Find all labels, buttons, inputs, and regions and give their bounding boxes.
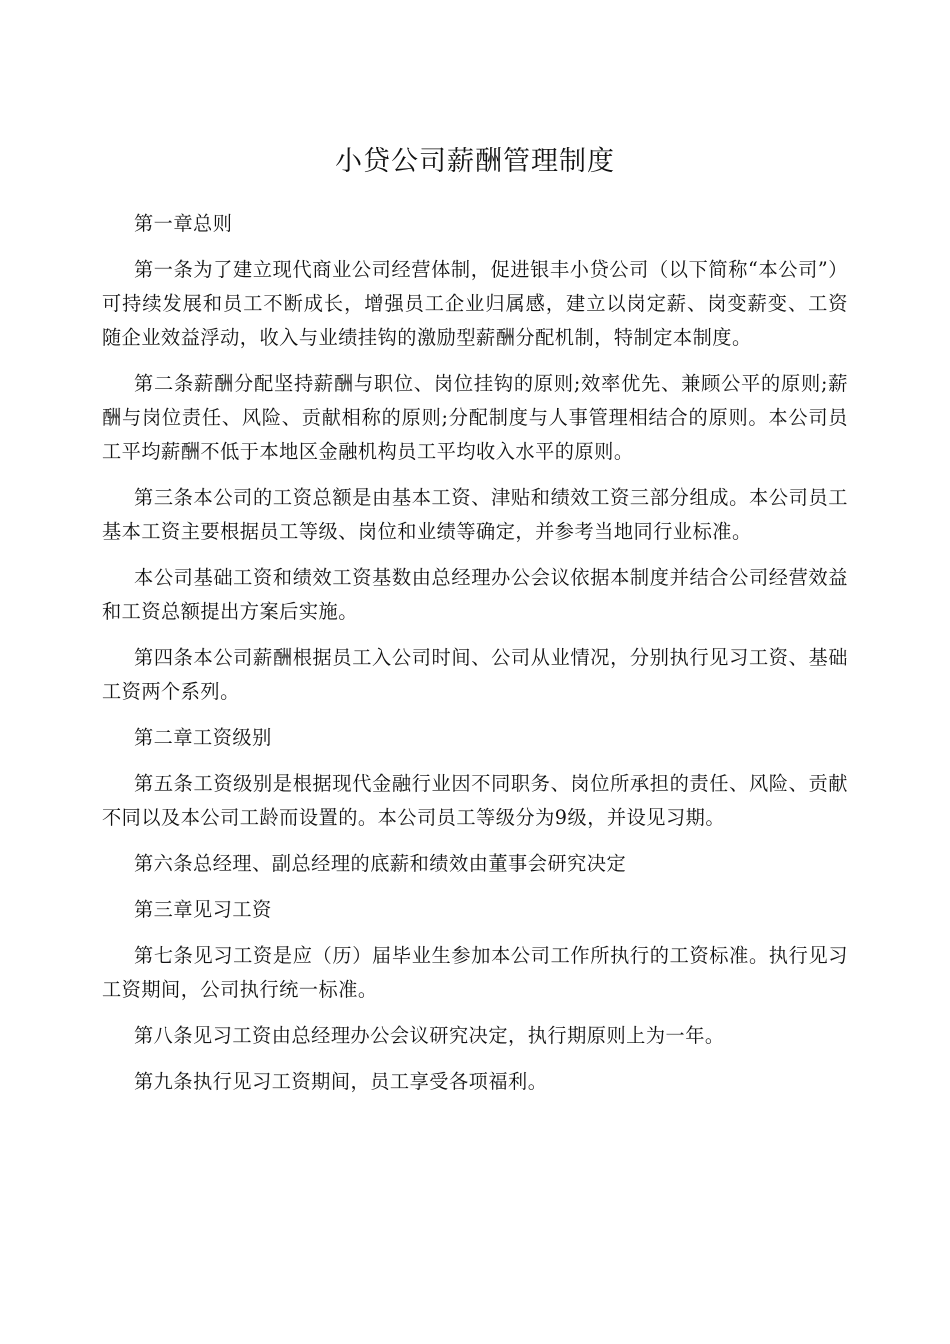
chapter-heading-3: 第三章见习工资 [134,898,272,921]
article-3: 第三条本公司的工资总额是由基本工资、津贴和绩效工资三部分组成。本公司员工基本工资主要根据员工等级、岗位和业绩等确定，并参考当地同行业标准。 [102,486,848,543]
article-1: 第一条为了建立现代商业公司经营体制，促进银丰小贷公司（以下简称“本公司”）可持续发展和员工不断成长，增强员工企业归属感，建立以岗定薪、岗变薪变、工资随企业效益浮动，收入与业绩挂钩的激励型薪酬分配机制，特制定本制度。 [102,258,848,349]
article-2: 第二条薪酬分配坚持薪酬与职位、岗位挂钩的原则;效率优先、兼顾公平的原则;薪酬与岗位责任、风险、贡献相称的原则;分配制度与人事管理相结合的原则。本公司员工平均薪酬不低于本地区金融机构员工平均收入水平的原则。 [102,372,848,463]
chapter-heading-2: 第二章工资级别 [134,726,272,749]
document-title: 小贷公司薪酬管理制度 [335,146,615,177]
article-5: 第五条工资级别是根据现代金融行业因不同职务、岗位所承担的责任、风险、贡献不同以及本公司工龄而设置的。本公司员工等级分为9级，并设见习期。 [102,772,848,829]
article-9: 第九条执行见习工资期间，员工享受各项福利。 [134,1070,548,1093]
article-4: 第四条本公司薪酬根据员工入公司时间、公司从业情况，分别执行见习工资、基础工资两个系列。 [102,646,848,703]
document-body [102,207,848,1111]
article-6: 第六条总经理、副总经理的底薪和绩效由董事会研究决定 [134,852,627,875]
article-7: 第七条见习工资是应（历）届毕业生参加本公司工作所执行的工资标准。执行见习工资期间，公司执行统一标准。 [102,944,848,1001]
article-8: 第八条见习工资由总经理办公会议研究决定，执行期原则上为一年。 [134,1024,725,1047]
article-3-continuation: 本公司基础工资和绩效工资基数由总经理办公会议依据本制度并结合公司经营效益和工资总额提出方案后实施。 [102,566,848,623]
chapter-heading-1: 第一章总则 [134,212,233,235]
